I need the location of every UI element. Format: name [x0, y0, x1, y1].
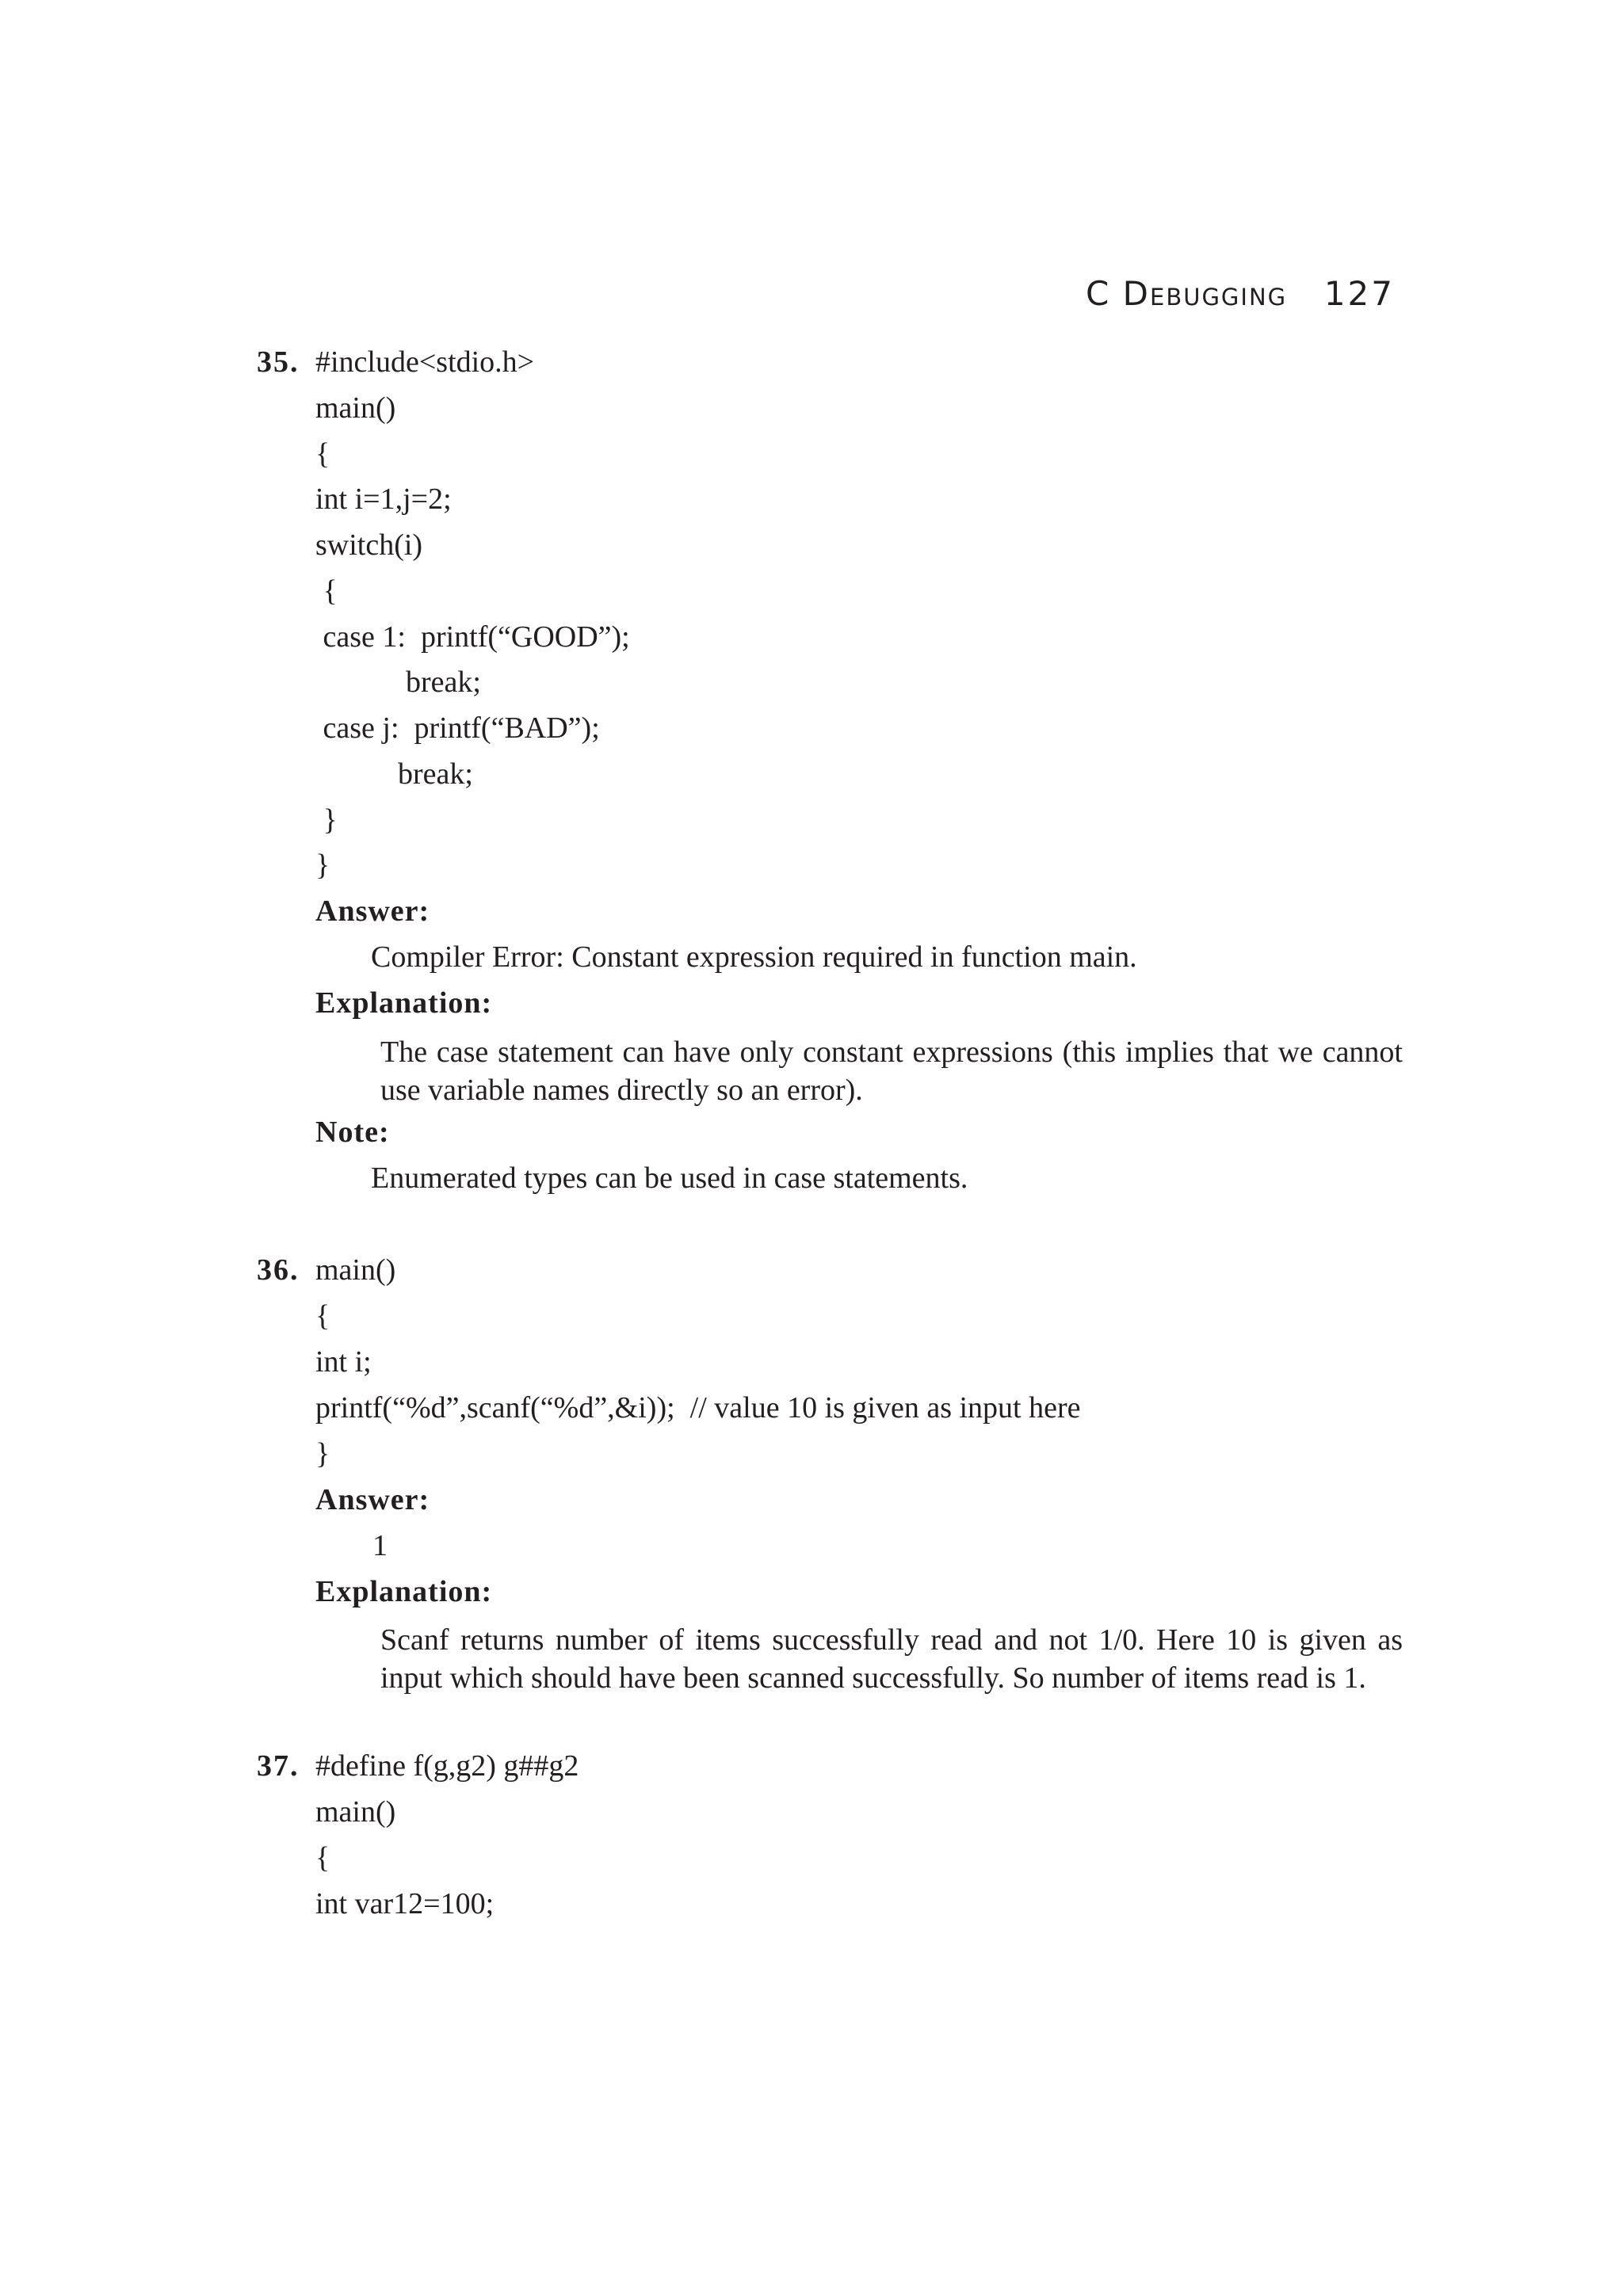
explanation-label: Explanation: [315, 986, 493, 1020]
code-line: { [315, 1299, 330, 1333]
explanation-label: Explanation: [315, 1575, 493, 1608]
code-line: { [315, 1841, 330, 1875]
code-line: printf(“%d”,scanf(“%d”,&i)); // value 10 is given as input here [315, 1391, 1081, 1425]
code-line: { [315, 574, 338, 608]
answer-label: Answer: [315, 894, 430, 928]
code-line: main() [315, 391, 396, 425]
code-line: } [315, 1437, 330, 1470]
code-line: case j: printf(“BAD”); [315, 711, 600, 745]
note-text: Enumerated types can be used in case statements. [371, 1161, 968, 1195]
code-line: #include<stdio.h> [315, 345, 535, 379]
code-line: int var12=100; [315, 1887, 495, 1920]
note-label: Note: [315, 1116, 390, 1149]
explanation-text: Scanf returns number of items successfully read and not 1/0. Here 10 is given as input which should have been scanned successfully. So number of items read is 1. [380, 1623, 1403, 1695]
answer-label: Answer: [315, 1483, 430, 1516]
code-line: break; [398, 757, 473, 791]
code-line: int i=1,j=2; [315, 482, 452, 516]
code-line: main() [315, 1795, 396, 1829]
question-number: 36. [257, 1253, 300, 1287]
code-line: { [315, 437, 330, 471]
page-number: 127 [1323, 274, 1395, 313]
code-line: main() [315, 1253, 396, 1287]
code-line: case 1: printf(“GOOD”); [315, 620, 630, 654]
answer-text: 1 [372, 1529, 388, 1562]
page-header [1086, 274, 1395, 322]
code-line: } [315, 803, 338, 837]
question-number: 37. [257, 1749, 300, 1783]
code-line: break; [406, 666, 481, 699]
explanation-text: The case statement can have only constant expressions (this implies that we cannot use variable names directly so an error). [380, 1035, 1403, 1107]
code-line: int i; [315, 1345, 372, 1379]
running-head: C Debugging [1086, 274, 1288, 313]
code-line: #define f(g,g2) g##g2 [315, 1749, 579, 1783]
code-line: switch(i) [315, 528, 423, 562]
question-number: 35. [257, 345, 300, 379]
answer-text: Compiler Error: Constant expression required in function main. [371, 940, 1137, 974]
code-line: } [315, 849, 330, 882]
